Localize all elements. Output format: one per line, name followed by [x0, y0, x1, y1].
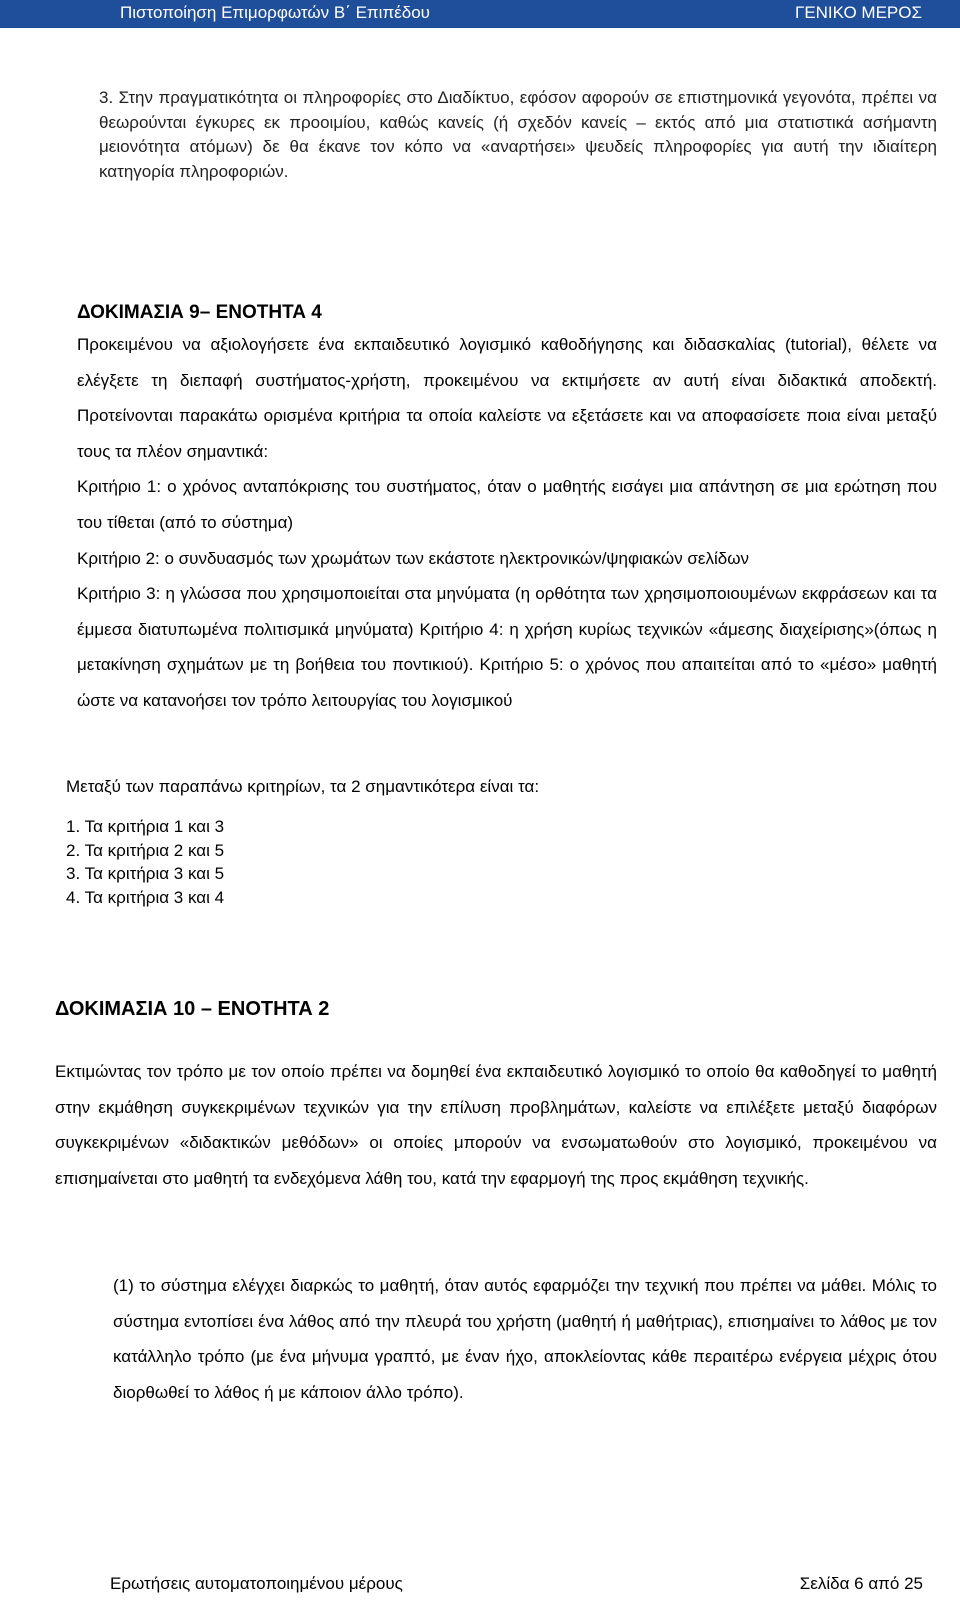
option-2: 2. Τα κριτήρια 2 και 5 — [66, 840, 225, 860]
criteria-3-to-5: Κριτήριο 3: η γλώσσα που χρησιμοποιείται στα μηνύματα (η ορθότητα των χρησιμοποιουμένων εκφράσεων και τα έμμεσα διατυπωμένα πολιτισμικά μηνύματα) Κριτήριο 4: η χρήση κυρίως τεχνικών «άμεσης διαχείρισης»(όπως η μετακίνηση σχημάτων με τη βοήθεια του ποντικιού). Κριτήριο 5: ο χρόνος που απαιτείται από το «μέσο» μαθητή ώστε να κατανοήσει τον τρόπο λειτουργίας του λογισμικού — [77, 584, 937, 710]
test-10-heading: ΔΟΚΙΜΑΣΙΑ 10 – ΕΝΟΤΗΤΑ 2 — [55, 998, 330, 1020]
page-footer — [0, 1572, 960, 1600]
option-1: 1. Τα κριτήρια 1 και 3 — [66, 817, 225, 836]
test-9-intro: Προκειμένου να αξιολογήσετε ένα εκπαιδευτικό λογισμικό καθοδήγησης και διδασκαλίας (tutorial), θέλετε να ελέγξετε τη διεπαφή συστήματος-χρήστη, προκειμένου να εκτιμήσετε αν αυτή είναι διδακτικά αποδεκτή. Προτείνονται παρακάτω ορισμένα κριτήρια τα οποία καλείστε να εξετάσετε και να αποφασίσετε ποια είναι μεταξύ τους τα πλέον σημαντικά: — [77, 335, 937, 461]
page-header — [0, 0, 960, 28]
statement-3: 3. Στην πραγματικότητα οι πληροφορίες στο Διαδίκτυο, εφόσον αφορούν σε επιστημονικά γεγονότα, πρέπει να θεωρούνται έγκυρες εκ προοιμίου, καθώς κανείς (ή σχεδόν κανείς – εκτός από μια στατιστικά ασήμαντη μειονότητα ατόμων) δε θα έκανε τον κόπο να «αναρτήσει» ψευδείς πληροφορίες για αυτή την ιδιαίτερη κατηγορία πληροφοριών. — [99, 88, 937, 181]
header-section: ΓΕΝΙΚΟ ΜΕΡΟΣ — [794, 3, 922, 22]
header-title: Πιστοποίηση Επιμορφωτών Β΄ Επιπέδου — [120, 3, 430, 22]
test-9-description — [77, 327, 937, 719]
option-3: 3. Τα κριτήρια 3 και 5 — [66, 864, 225, 883]
test-10-option-1: (1) το σύστημα ελέγχει διαρκώς το μαθητή, όταν αυτός εφαρμόζει την τεχνική που πρέπει να μάθει. Μόλις το σύστημα εντοπίσει ένα λάθος από την πλευρά του χρήστη (μαθητή ή μαθήτριας), επισημαίνει το λάθος με τον κατάλληλο τρόπο (με ένα μήνυμα γραπτό, με έναν ήχο, αποκλείοντας κάθε περαιτέρω ενέργεια μέχρις ότου διορθωθεί το λάθος ή με κάποιον άλλο τρόπο). — [113, 1276, 937, 1402]
option-4: 4. Τα κριτήρια 3 και 4 — [66, 887, 225, 907]
test-9-options — [66, 815, 224, 909]
test-9-heading: ΔΟΚΙΜΑΣΙΑ 9– ΕΝΟΤΗΤΑ 4 — [77, 302, 322, 323]
page-number: Σελίδα 6 από 25 — [799, 1574, 923, 1593]
criterion-2: Κριτήριο 2: ο συνδυασμός των χρωμάτων των εκάστοτε ηλεκτρονικών/ψηφιακών σελίδων — [77, 548, 750, 568]
criterion-1: Κριτήριο 1: ο χρόνος ανταπόκρισης του συστήματος, όταν ο μαθητής εισάγει μια απάντηση σε μια ερώτηση που του τίθεται (από το σύστημα) — [77, 477, 937, 532]
test-9-question: Μεταξύ των παραπάνω κριτηρίων, τα 2 σημαντικότερα είναι τα: — [66, 777, 540, 796]
test-10-intro: Εκτιμώντας τον τρόπο με τον οποίο πρέπει να δομηθεί ένα εκπαιδευτικό λογισμικό το οποίο θα καθοδηγεί το μαθητή στην εκμάθηση συγκεκριμένων τεχνικών για την επίλυση προβλημάτων, καλείστε να επιλέξετε μεταξύ διαφόρων συγκεκριμένων «διδακτικών μεθόδων» οι οποίες μπορούν να ενσωματωθούν στο λογισμικό, προκειμένου να επισημαίνεται στο μαθητή τα ενδεχόμενα λάθη του, κατά την εφαρμογή της προς εκμάθηση τεχνικής. — [55, 1062, 937, 1188]
footer-title: Ερωτήσεις αυτοματοποιημένου μέρους — [110, 1574, 403, 1593]
